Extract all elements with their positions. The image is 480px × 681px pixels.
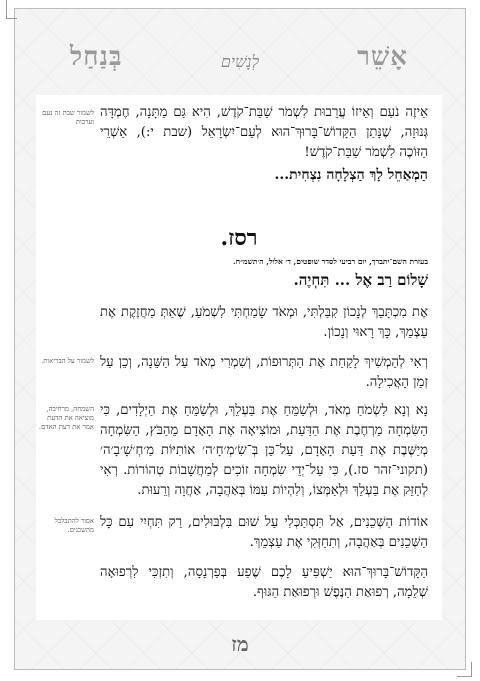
page-content [36,95,442,620]
page-number: מז [231,632,249,656]
letter-greeting: שָׁלוֹם רַב אֶל ... תִּחְיֶה. [293,271,428,289]
paragraph-2: רְאִי לְהַמְשִׁיךְ לָקַחַת אֶת הַתְּרוּפוֹת, וְשִׁמְרִי מְאֹד עַל הַשֵּׁנָה, וְכֵן עַל זְמַן הָאֲכִילָה. [100,355,428,390]
side-note-2: לשמור על הבריאות. [41,357,94,365]
paragraph-5: הַקָּדוֹשׁ־בָּרוּךְ־הוּא יַשְׁפִּיעַ לָכֶם שֶׁפַע בְּפַרְנָסָה, וְתִזְכִּי לִרְפוּאָה שְׁלֵמָה, רְפוּאַת הַנֶּפֶשׁ וּרְפוּאַת הַגּוּף. [100,565,428,600]
intro-blessing: הַמְאַחֵל לָךְ הַצְלָחָה נִצְחִית... [274,167,428,183]
brand-word-left: בְּנַחַל [70,42,123,72]
paragraph-1: אֶת מִכְתָּבֵךְ לְנָכוֹן קִבַּלְתִּי, וּמְאֹד שָׂמַחְתִּי לִשְׁמֹעַ, שֶׁאַתְּ מַחֲזֶקֶת אֶת עַצְמֵךְ, כָּךְ רָאוּי וְנָכוֹן. [100,305,428,340]
brand-word-middle: לְנָשִׁים [220,52,260,71]
page-header [14,8,466,90]
intro-side-note: לשמור שבת זה נעם וערבות [42,109,94,126]
letter-number: רסז. [220,225,258,251]
paragraph-3: נָא וְנָא לִשְׂמֹחַ מְאֹד, וּלְשַׂמֵּחַ אֶת בַּעְלֵךְ, וּלְשַׂמֵּחַ אֶת הַיְלָדִים, כִּי הַשִּׂמְחָה מַרְחֶבֶת אֶת הַדַּעַת, וּמוֹצִיאָה אֶת הָאָדָם מֵהַבֹּץ, הַשִּׂמְחָה מְיַשֶּׁבֶת אֶת דַּעַת הָאָדָם, עַל־כֵּן בְּ־שִׂ׳מְ׳חָ׳ה׳ אוֹתִיּוֹת מַ׳חְ׳שָׁ׳בָ׳ה׳ (תקוני־זהר סז.), כִּי עַל־יְדֵי שִׂמְחָה זוֹכִים לְמַחֲשָׁבוֹת טְהוֹרוֹת. רְאִי לְחַזֵּק אֶת בַּעְלֵךְ וּלְאַמְּצוֹ, וְלִהְיוֹת עִמּוֹ בְּאַהֲבָה, אַחֲוָה וְרֵעוּת. [100,403,428,498]
letter-date-line: בעזרת השם־יתברך, יום רביעי לסדר שופטים, ד׳ אלול, ה׳תשמ״ח. [233,257,428,266]
page-footer [14,618,466,670]
side-note-3: השמחה, מרחיבה, מוציאה את הדעת אמר את דעת האדם. [38,405,94,431]
side-note-4: אסור להתבלבל מהשכנים. [54,517,94,534]
brand-word-right: אָשֵׁר [357,42,408,72]
paragraph-4: אוֹדוֹת הַשְּׁכֵנִים, אַל תִּסְתַּכְּלִי עַל שׁוּם בִּלְבּוּלִים, רַק תִּחְיִי עִם כָּל הַשְּׁכֵנִים בְּאַהֲבָה, וְתִחַזְּקִי אֶת עַצְמֵךְ. [100,515,428,550]
intro-paragraph: אֵיזֶה נֹעַם וְאֵיזוֹ עֲרֵבוּת לִשְׁמֹר שַׁבַּת־קֹדֶשׁ, הִיא גַּם מַתָּנָה, חֶמְדָּה גְּנוּזָה, שֶׁנָּתַן הַקָּדוֹשׁ־בָּרוּךְ־הוּא לְעַם־יִשְׂרָאֵל (שבת י:), אַשְׁרֵי הַזּוֹכֶה לִשְׁמֹר שַׁבַּת־קֹדֶשׁ! [100,105,428,160]
